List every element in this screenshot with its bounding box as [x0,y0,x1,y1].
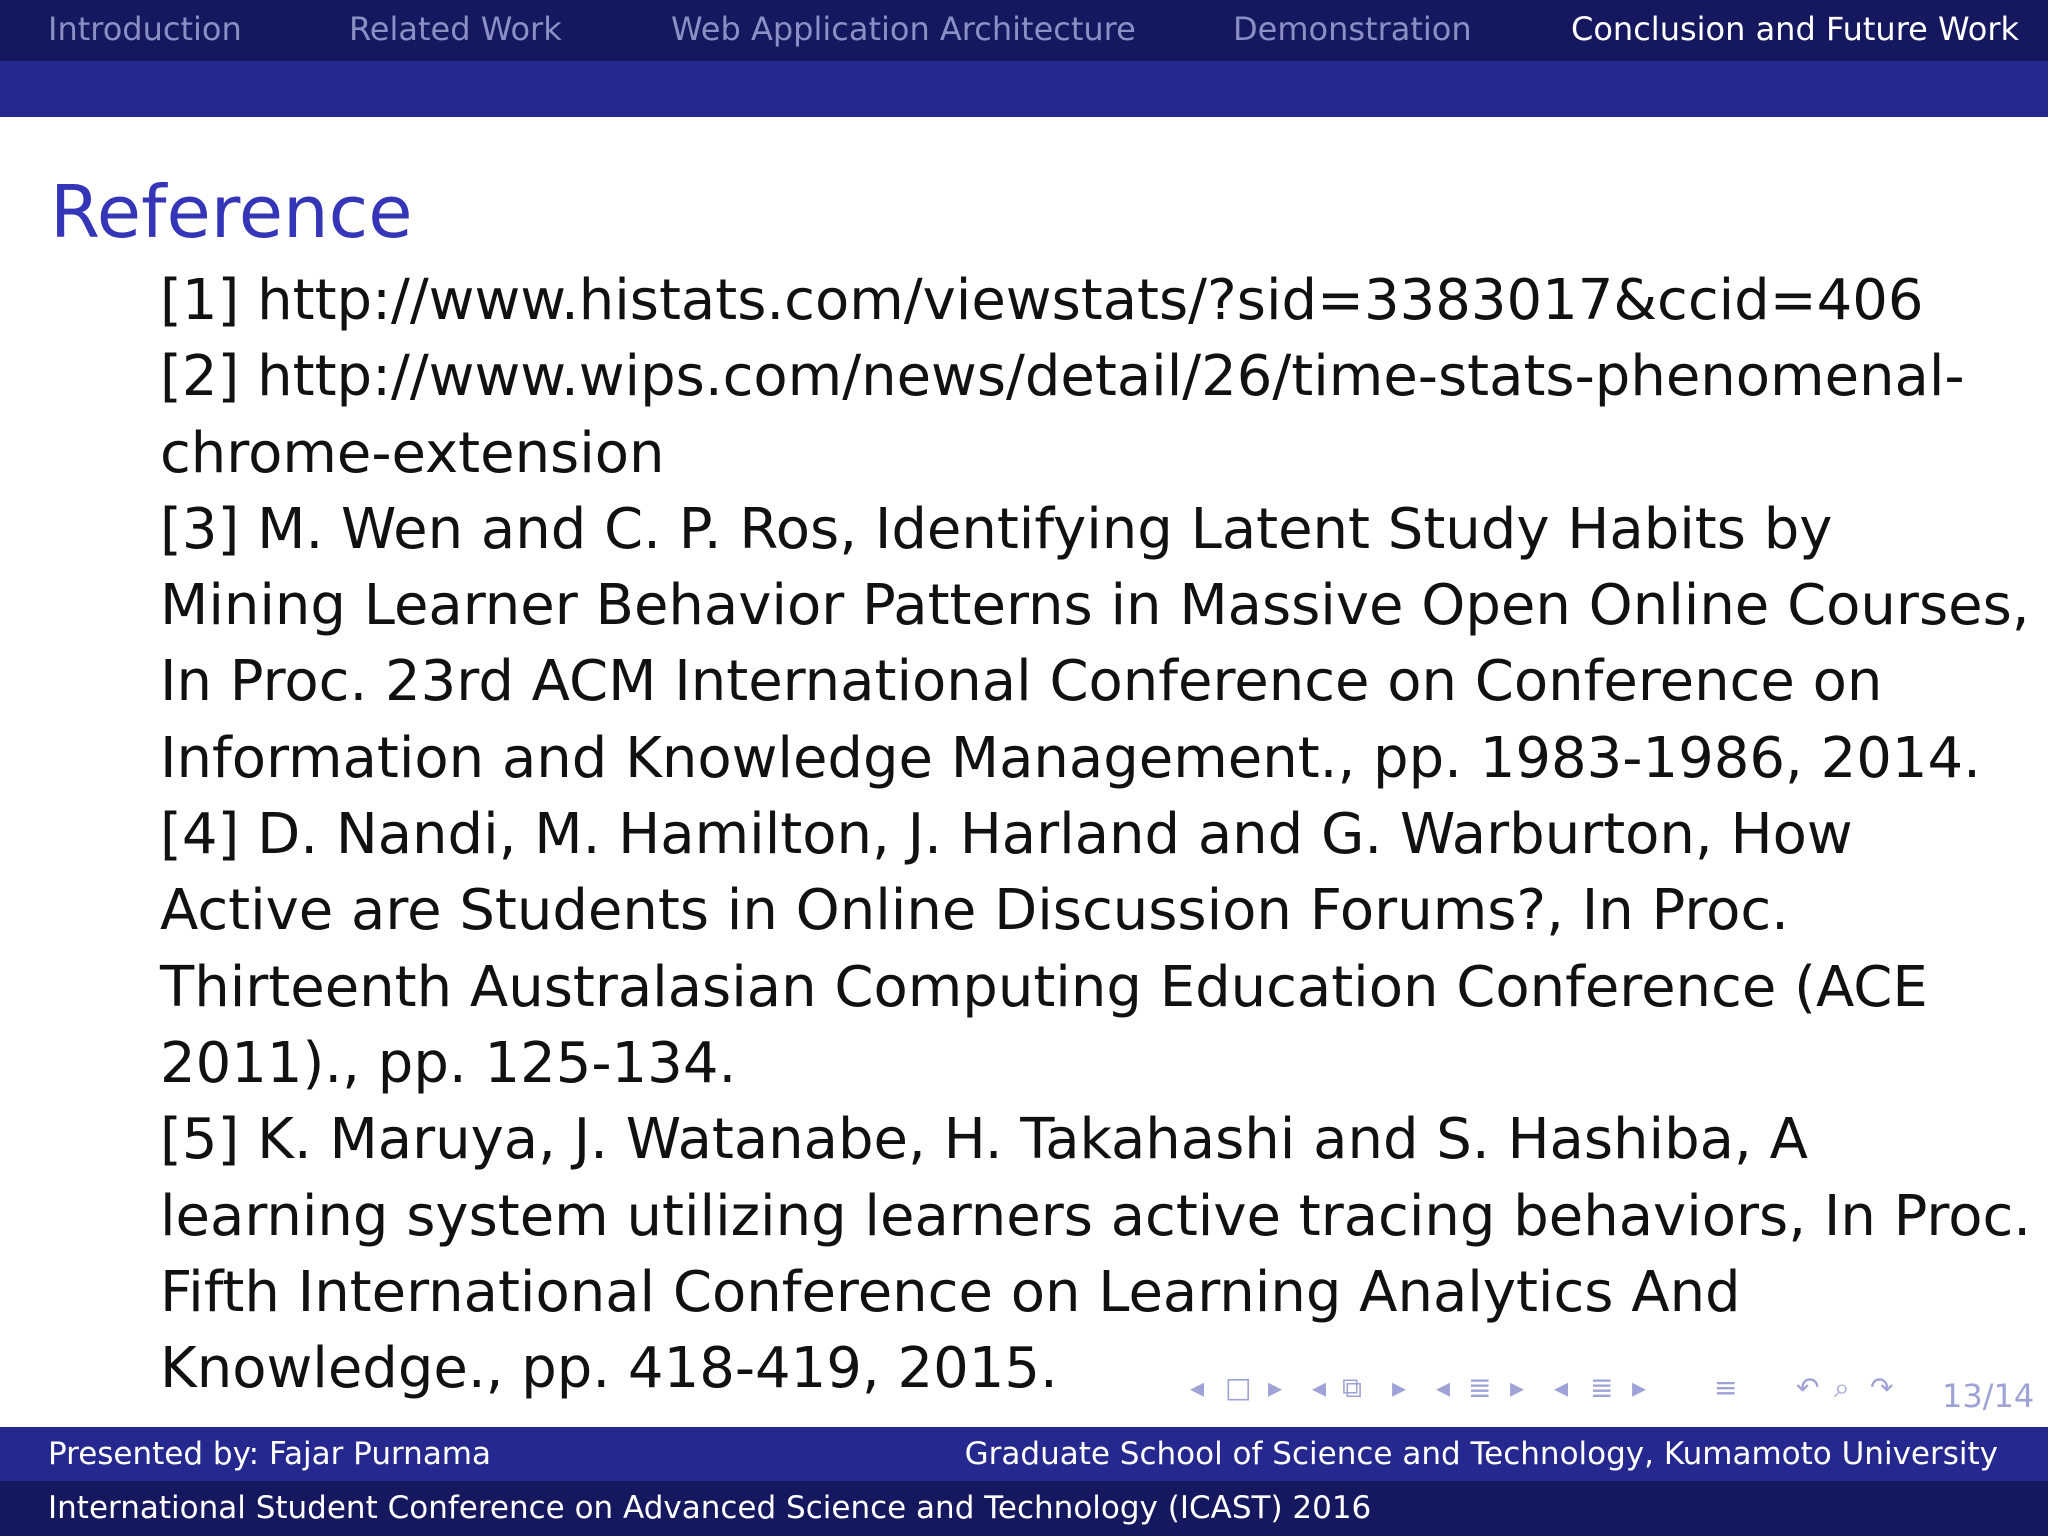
reference-line: [2] http://www.wips.com/news/detail/26/time-stats-phenomenal- [160,344,1965,410]
reference-line: Fifth International Conference on Learning Analytics And [160,1259,1741,1325]
reference-line: Knowledge., pp. 418-419, 2015. [160,1336,1058,1402]
section-icon[interactable]: ≣ [1468,1371,1492,1404]
subsection-prev-icon[interactable]: ◂ [1312,1371,1327,1404]
nav-section-related-work[interactable]: Related Work [349,10,562,48]
nav-section-web-application-architecture[interactable]: Web Application Architecture [671,10,1136,48]
table-of-contents-icon[interactable]: ≡ [1714,1371,1738,1404]
beamer-navigation-symbols [0,1366,2048,1410]
footer-institution: Graduate School of Science and Technology, Kumamoto University [964,1436,1998,1472]
reference-line: chrome-extension [160,420,665,486]
search-icon[interactable]: ⌕ [1834,1371,1850,1404]
reference-line: In Proc. 23rd ACM International Conference on Conference on [160,649,1883,715]
reference-line: Information and Knowledge Management., pp. 1983-1986, 2014. [160,725,1981,791]
section-prev-icon[interactable]: ◂ [1436,1371,1451,1404]
subsection-icon[interactable]: ⧉ [1342,1371,1362,1404]
footer-presenter-bar [0,1427,2048,1481]
frame-prev-icon[interactable]: ◂ [1190,1371,1205,1404]
document-next-icon[interactable]: ▸ [1632,1371,1647,1404]
section-next-icon[interactable]: ▸ [1510,1371,1525,1404]
page-number: 13/14 [1942,1377,2035,1415]
reference-line: Active are Students in Online Discussion Forums?, In Proc. [160,878,1789,944]
frame-title: Reference [50,170,413,254]
document-prev-icon[interactable]: ◂ [1554,1371,1569,1404]
section-navigation-bar [0,0,2048,61]
reference-line: [4] D. Nandi, M. Hamilton, J. Harland and G. Warburton, How [160,802,1853,868]
reference-line: [1] http://www.histats.com/viewstats/?sid=3383017&ccid=406 [160,268,1924,333]
footer-presenter: Presented by: Fajar Purnama [48,1436,492,1472]
document-icon[interactable]: ≣ [1590,1371,1614,1404]
subsection-next-icon[interactable]: ▸ [1392,1371,1407,1404]
reference-line: [5] K. Maruya, J. Watanabe, H. Takahashi and S. Hashiba, A [160,1107,1808,1173]
reference-line: learning system utilizing learners active tracing behaviors, In Proc. [160,1183,2032,1249]
reference-line: Thirteenth Australasian Computing Education Conference (ACE [160,954,1928,1020]
footer-conference-bar [0,1481,2048,1536]
footer-conference: International Student Conference on Advanced Science and Technology (ICAST) 2016 [48,1490,1372,1526]
nav-section-conclusion-and-future-work[interactable]: Conclusion and Future Work [1571,10,2020,48]
nav-section-demonstration[interactable]: Demonstration [1233,10,1472,48]
back-icon[interactable]: ↶ [1796,1371,1820,1404]
nav-section-introduction[interactable]: Introduction [48,10,242,48]
reference-line: 2011)., pp. 125-134. [160,1030,737,1096]
frame-icon[interactable]: □ [1225,1371,1252,1404]
forward-icon[interactable]: ↷ [1870,1371,1894,1404]
reference-line: Mining Learner Behavior Patterns in Massive Open Online Courses, [160,573,2030,639]
subsection-band [0,61,2048,117]
reference-line: [3] M. Wen and C. P. Ros, Identifying Latent Study Habits by [160,496,1833,562]
frame-next-icon[interactable]: ▸ [1268,1371,1283,1404]
